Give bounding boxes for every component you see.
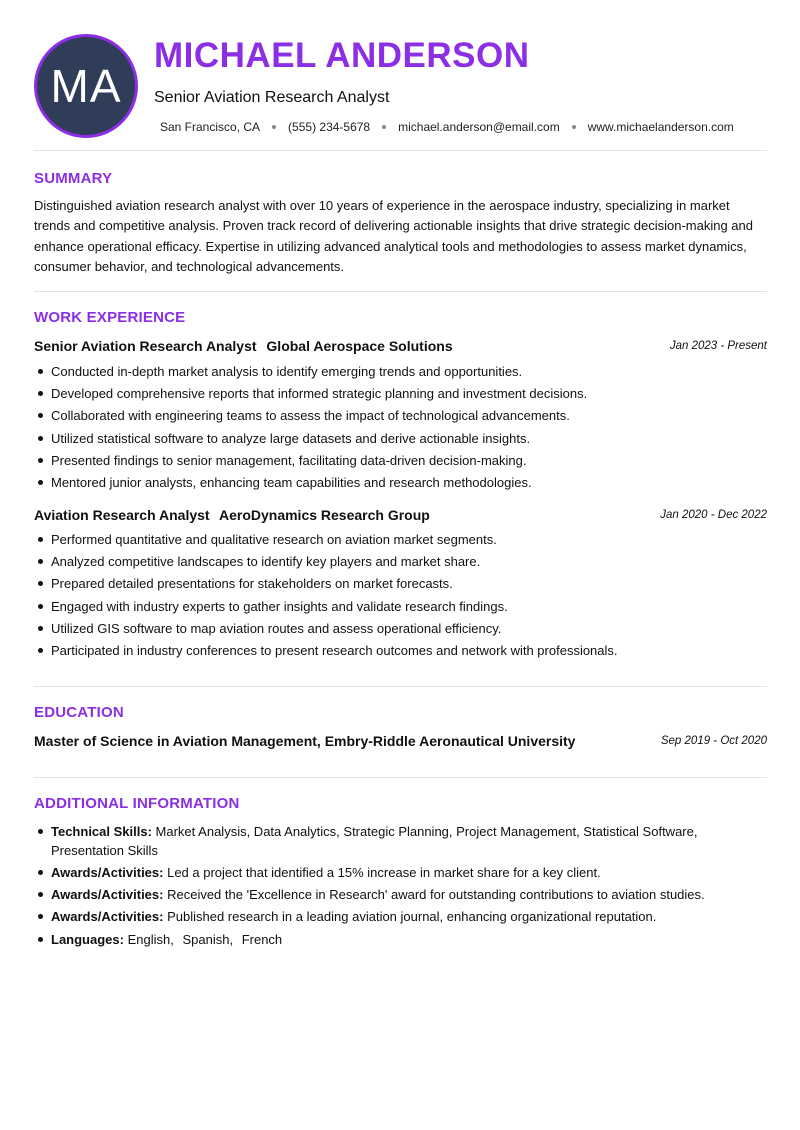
education-entry	[34, 733, 767, 751]
section-divider	[34, 150, 767, 151]
list-item: Utilized statistical software to analyze large datasets and derive actionable insights.	[34, 429, 767, 451]
list-item: Performed quantitative and qualitative research on aviation market segments.	[34, 530, 767, 552]
list-item: Presented findings to senior management, facilitating data-driven decision-making.	[34, 451, 767, 473]
job-company: Global Aerospace Solutions	[266, 338, 453, 354]
item-text: Received the 'Excellence in Research' award for outstanding contributions to aviation studies.	[167, 887, 705, 902]
item-text: Market Analysis, Data Analytics, Strategic Planning, Project Management, Statistical Software, Presentation Skills	[51, 824, 698, 858]
languages-label: Languages:	[51, 932, 124, 947]
language-item: English,	[127, 932, 174, 947]
list-item	[34, 822, 767, 860]
contact-phone: (555) 234-5678	[288, 120, 371, 134]
language-item: Spanish,	[182, 932, 234, 947]
separator-dot-icon	[572, 125, 576, 129]
list-item	[34, 930, 767, 949]
avatar	[34, 34, 138, 138]
contact-bar	[160, 120, 734, 134]
list-item: Engaged with industry experts to gather insights and validate research findings.	[34, 597, 767, 619]
item-label: Awards/Activities:	[51, 887, 164, 902]
item-label: Awards/Activities:	[51, 865, 164, 880]
education-heading: EDUCATION	[34, 704, 124, 721]
job-role: Senior Aviation Research Analyst	[34, 338, 257, 354]
education-degree: Master of Science in Aviation Management, Embry-Riddle Aeronautical University	[34, 733, 576, 749]
item-label: Awards/Activities:	[51, 909, 164, 924]
separator-dot-icon	[382, 125, 386, 129]
list-item	[34, 885, 767, 904]
job-bullets	[34, 530, 767, 663]
list-item: Conducted in-depth market analysis to identify emerging trends and opportunities.	[34, 362, 767, 384]
candidate-name: MICHAEL ANDERSON	[154, 36, 530, 75]
job-header	[34, 507, 767, 525]
summary-text: Distinguished aviation research analyst with over 10 years of experience in the aerospace industry, specializing in market trends and competitive analysis. Proven track record of delivering actionable insights that drive strategic decision-making and enhance operational efficacy. Expertise in utilizing advanced analytical tools and methodologies to assess market dynamics, consumer behavior, and technological advancements.	[34, 198, 753, 274]
list-item: Prepared detailed presentations for stakeholders on market forecasts.	[34, 574, 767, 596]
job-header	[34, 338, 767, 356]
summary-heading: SUMMARY	[34, 170, 113, 187]
list-item	[34, 907, 767, 926]
job-bullets	[34, 362, 767, 495]
item-label: Technical Skills:	[51, 824, 152, 839]
list-item: Participated in industry conferences to present research outcomes and network with professionals.	[34, 641, 767, 663]
avatar-initials: MA	[50, 60, 122, 112]
list-item: Mentored junior analysts, enhancing team capabilities and research methodologies.	[34, 473, 767, 495]
list-item: Collaborated with engineering teams to assess the impact of technological advancements.	[34, 406, 767, 428]
list-item: Developed comprehensive reports that informed strategic planning and investment decisions.	[34, 384, 767, 406]
job-role: Aviation Research Analyst	[34, 507, 210, 523]
language-item: French	[241, 932, 283, 947]
section-divider	[34, 291, 767, 292]
list-item	[34, 863, 767, 882]
contact-website[interactable]: www.michaelanderson.com	[587, 120, 734, 134]
job-company: AeroDynamics Research Group	[218, 507, 430, 523]
candidate-title: Senior Aviation Research Analyst	[154, 89, 390, 106]
additional-info-list	[34, 822, 767, 952]
contact-location: San Francisco, CA	[160, 120, 261, 134]
job-dates: Jan 2023 - Present	[669, 340, 767, 352]
list-item: Utilized GIS software to map aviation routes and assess operational efficiency.	[34, 619, 767, 641]
contact-email[interactable]: michael.anderson@email.com	[398, 120, 560, 134]
section-divider	[34, 686, 767, 687]
work-experience-heading: WORK EXPERIENCE	[34, 309, 186, 326]
additional-info-heading: ADDITIONAL INFORMATION	[34, 795, 240, 812]
section-divider	[34, 777, 767, 778]
list-item: Analyzed competitive landscapes to identify key players and market share.	[34, 552, 767, 574]
job-dates: Jan 2020 - Dec 2022	[660, 509, 767, 521]
separator-dot-icon	[272, 125, 276, 129]
item-text: Published research in a leading aviation journal, enhancing organizational reputation.	[167, 909, 657, 924]
item-text: Led a project that identified a 15% increase in market share for a key client.	[167, 865, 601, 880]
education-dates: Sep 2019 - Oct 2020	[660, 735, 767, 747]
